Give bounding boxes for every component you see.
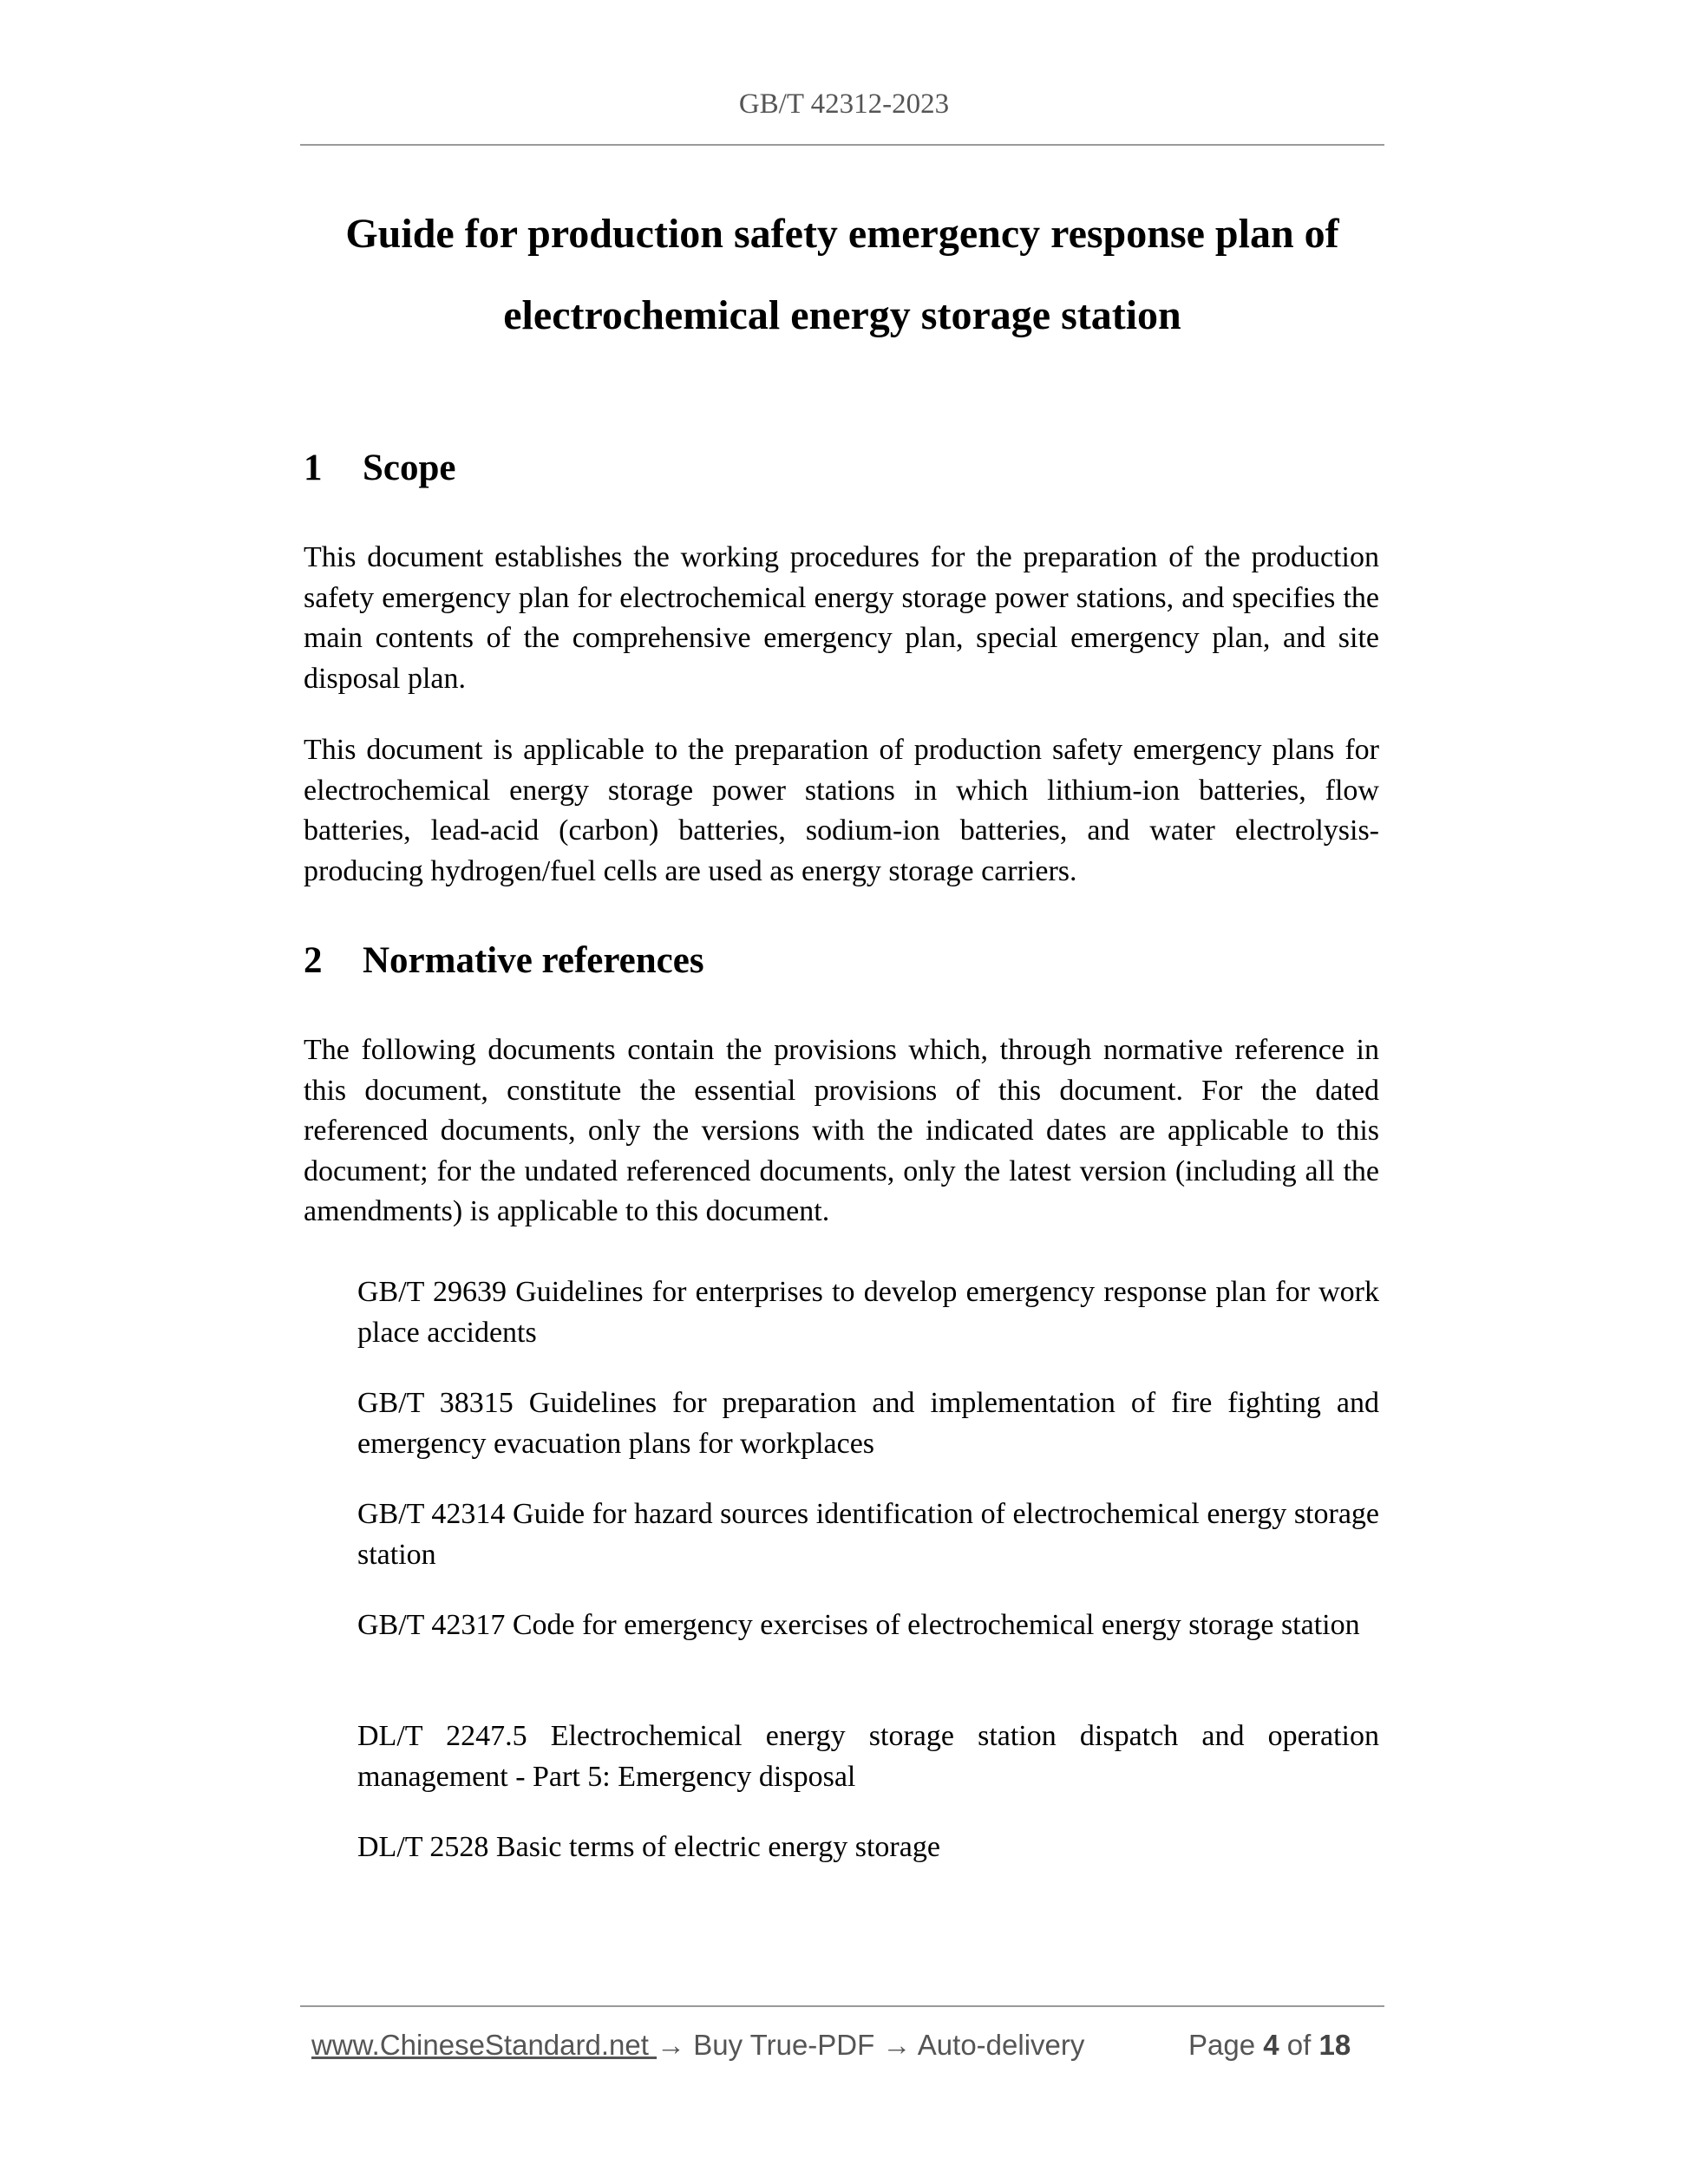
page-number: 4: [1263, 2029, 1279, 2061]
section-title: Normative references: [363, 940, 704, 981]
reference-item: GB/T 29639 Guidelines for enterprises to develop emergency response plan for work place accidents: [357, 1276, 1379, 1349]
section-heading-normative-references: [304, 939, 704, 982]
document-title-line-1: Guide for production safety emergency response plan of: [345, 211, 1339, 257]
section-title: Scope: [363, 448, 456, 488]
reference-item: GB/T 42314 Guide for hazard sources identification of electrochemical energy storage station: [357, 1498, 1379, 1571]
footer-promo: [311, 2029, 1084, 2062]
reference-item: DL/T 2247.5 Electrochemical energy storage station dispatch and operation management - Part 5: Emergency disposal: [357, 1720, 1379, 1793]
footer-rule: [300, 2005, 1384, 2007]
website-link[interactable]: www.ChineseStandard.net: [311, 2029, 658, 2061]
header-rule: [300, 144, 1384, 146]
of-label: of: [1286, 2029, 1312, 2061]
footer-tagline: → Buy True-PDF → Auto-delivery: [657, 2029, 1085, 2061]
page-label: Page: [1188, 2029, 1256, 2061]
paragraph: This document establishes the working procedures for the preparation of the production safety emergency plan for electrochemical energy storage power stations, and specifies the main contents of the comprehensive emergency plan, special emergency plan, and site disposal plan.: [304, 541, 1379, 695]
header-doc-code: GB/T 42312-2023: [738, 88, 950, 120]
section-heading-scope: [304, 447, 456, 489]
reference-item: DL/T 2528 Basic terms of electric energy storage: [357, 1831, 940, 1863]
reference-item: GB/T 38315 Guidelines for preparation and implementation of fire fighting and emergency evacuation plans for workplaces: [357, 1387, 1379, 1460]
reference-item: GB/T 42317 Code for emergency exercises of electrochemical energy storage station: [357, 1609, 1360, 1641]
page-indicator: [1188, 2029, 1351, 2062]
page-total: 18: [1318, 2029, 1351, 2061]
paragraph: This document is applicable to the preparation of production safety emergency plans for electrochemical energy storage power stations in which lithium-ion batteries, flow batteries, lead-acid (carbon) batteries, sodium-ion batteries, and water electrolysis-producing hydrogen/fuel cells are used as energy storage carriers.: [304, 734, 1379, 887]
document-title-line-2: electrochemical energy storage station: [503, 292, 1181, 338]
paragraph: The following documents contain the provisions which, through normative reference in this document, constitute the essential provisions of this document. For the dated referenced documents, only the versions with the indicated dates are applicable to this document; for the undated referenced documents, only the latest version (including all the amendments) is applicable to this document.: [304, 1034, 1379, 1227]
section-number: 2: [304, 940, 323, 981]
section-number: 1: [304, 448, 323, 488]
